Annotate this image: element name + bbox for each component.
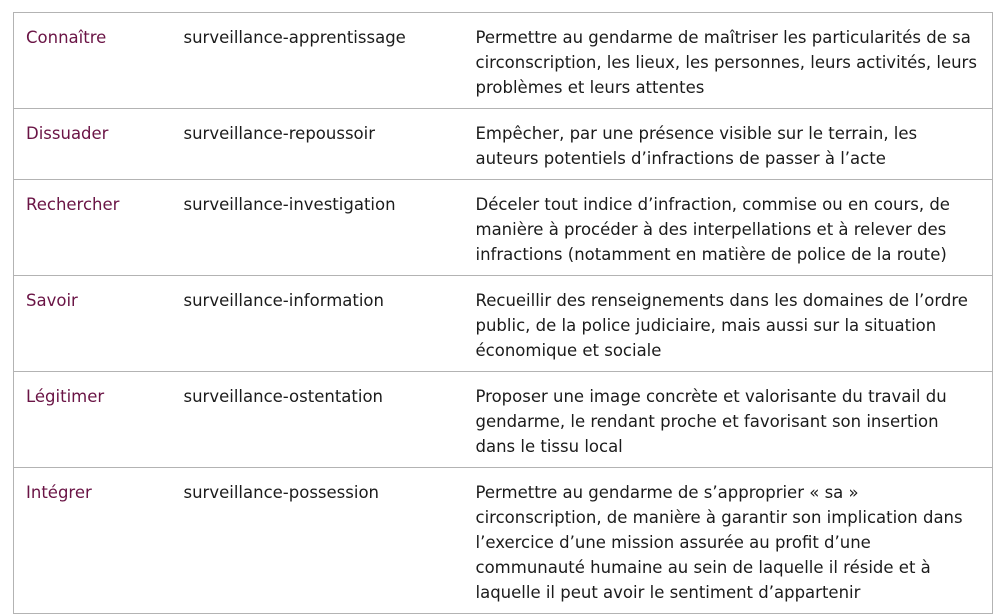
table-row — [14, 276, 993, 372]
row-description: Permettre au gendarme de s’approprier « sa » circonscription, de manière à garantir son implication dans l’exercice d’une mission assurée au profit d’une communauté humaine au sein de laquelle il réside et à laquelle il peut avoir le sentiment d’appartenir — [466, 468, 993, 614]
table-row — [14, 13, 993, 109]
table-row — [14, 180, 993, 276]
table-row — [14, 468, 993, 614]
row-verb: Savoir — [14, 276, 172, 372]
table-row — [14, 372, 993, 468]
row-description: Proposer une image concrète et valorisante du travail du gendarme, le rendant proche et favorisant son insertion dans le tissu local — [466, 372, 993, 468]
row-verb: Légitimer — [14, 372, 172, 468]
row-surveillance-type: surveillance-repoussoir — [172, 109, 466, 180]
surveillance-functions-table — [13, 12, 993, 614]
row-surveillance-type: surveillance-possession — [172, 468, 466, 614]
row-description: Recueillir des renseignements dans les domaines de l’ordre public, de la police judiciaire, mais aussi sur la situation économique et sociale — [466, 276, 993, 372]
row-verb: Dissuader — [14, 109, 172, 180]
table-row — [14, 109, 993, 180]
row-surveillance-type: surveillance-ostentation — [172, 372, 466, 468]
row-surveillance-type: surveillance-investigation — [172, 180, 466, 276]
row-description: Empêcher, par une présence visible sur le terrain, les auteurs potentiels d’infractions de passer à l’acte — [466, 109, 993, 180]
row-verb: Rechercher — [14, 180, 172, 276]
row-surveillance-type: surveillance-information — [172, 276, 466, 372]
row-description: Déceler tout indice d’infraction, commise ou en cours, de manière à procéder à des interpellations et à relever des infractions (notamment en matière de police de la route) — [466, 180, 993, 276]
row-description: Permettre au gendarme de maîtriser les particularités de sa circonscription, les lieux, les personnes, leurs activités, leurs problèmes et leurs attentes — [466, 13, 993, 109]
row-verb: Intégrer — [14, 468, 172, 614]
row-verb: Connaître — [14, 13, 172, 109]
row-surveillance-type: surveillance-apprentissage — [172, 13, 466, 109]
